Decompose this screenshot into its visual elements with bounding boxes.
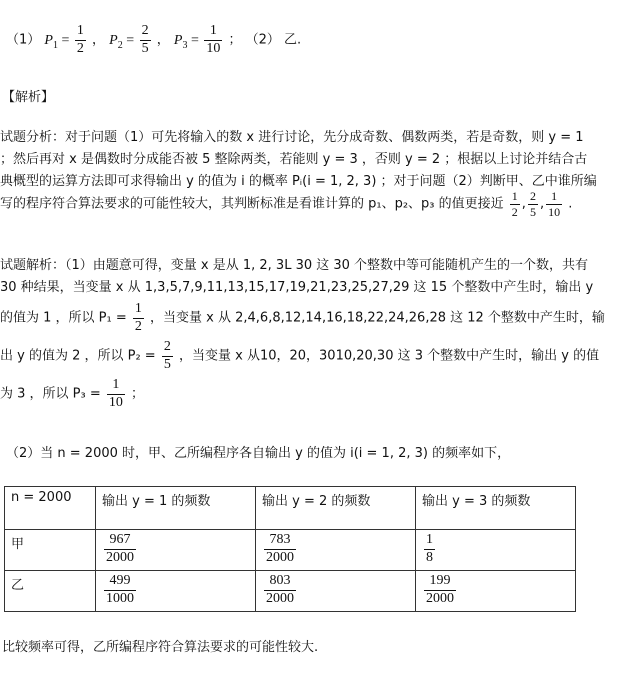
yi-y1-freq: $\frac{499}{1000}$ (106, 573, 134, 606)
yi-y2-freq: $\frac{803}{2000}$ (266, 573, 294, 606)
jia-y3-freq: $\frac{1}{8}$ (426, 532, 433, 565)
solution-p2-fraction: $\frac{2}{5}$ (163, 339, 171, 372)
frequency-table (4, 486, 576, 612)
frac-2-5: $\frac{2}{5}$ (529, 189, 536, 219)
analysis-title: 【解析】 (2, 90, 55, 105)
solution-p1-fraction: $\frac{1}{2}$ (134, 301, 142, 334)
solution-line-3: 的值为 1 ，所以 P₁ = $\frac{1}{2}$ ，当变量 x 从 2,4,6,8,12,14,16,18,22,24,26,28 这 12 个整数中产生时，输 (0, 301, 605, 334)
table-header-y1: 输出 y = 1 的频数 (96, 487, 256, 530)
part2-intro: （2）当 n = 2000 时，甲、乙所编程序各自输出 y 的值为 i(i = 1, 2, 3) 的频率如下， (6, 446, 511, 461)
analysis-line-1: 试题分析：对于问题（1）可先将输入的数 x 进行讨论，先分成奇数、偶数两类，若是奇数，则 y = 1 (0, 130, 584, 145)
analysis-line-3: 典概型的运算方法即可求得输出 y 的值为 i 的概率 Pᵢ(i = 1, 2, 3) ；对于问题（2）判断甲、乙中谁所编 (0, 174, 597, 189)
p3-fraction: $\frac{1}{10}$ (206, 23, 221, 56)
frac-1-2: $\frac{1}{2}$ (511, 189, 518, 219)
answer-line: （1） $P_1$ = $\frac{1}{2}$ ， $P_2$ = $\frac{2}{5}$ ， $P_3$ = $\frac{1}{10}$ ； （2） 乙. (6, 23, 302, 56)
jia-y2-freq: $\frac{783}{2000}$ (266, 532, 294, 565)
table-row (5, 571, 576, 612)
part1-label: （1） (6, 32, 41, 48)
part2-answer: 乙. (284, 32, 302, 48)
p2-fraction: $\frac{2}{5}$ (141, 23, 149, 56)
frac-1-10: $\frac{1}{10}$ (548, 189, 561, 219)
analysis-line-2: ；然后再对 x 是偶数时分成能否被 5 整除两类，若能则 y = 3 ，否则 y = 2 ；根据以上讨论并结合古 (0, 152, 588, 167)
jia-y1-freq: $\frac{967}{2000}$ (106, 532, 134, 565)
table-header-n: n = 2000 (5, 487, 96, 530)
table-row (5, 530, 576, 571)
p1-fraction: $\frac{1}{2}$ (76, 23, 84, 56)
part2-label: （2） (245, 32, 280, 48)
solution-line-1: 试题解析：（1）由题意可得，变量 x 是从 1, 2, 3L 30 这 30 个整数中等可能随机产生的一个数，共有 (0, 258, 589, 273)
solution-p3-fraction: $\frac{1}{10}$ (108, 377, 123, 410)
analysis-line-4: 写的程序符合算法要求的可能性较大，其判断标准是看谁计算的 p₁、p₂、p₃ 的值更接近 $\frac{1}{2}$ , $\frac{2}{5}$ , $\frac{1}{10}$ . (0, 189, 573, 219)
conclusion: 比较频率可得，乙所编程序符合算法要求的可能性较大. (2, 640, 319, 655)
yi-y3-freq: $\frac{199}{2000}$ (426, 573, 454, 606)
row-label-yi: 乙 (5, 571, 96, 612)
table-header-y2: 输出 y = 2 的频数 (256, 487, 416, 530)
solution-line-4: 出 y 的值为 2 ，所以 P₂ = $\frac{2}{5}$ ，当变量 x 从10，20，3010,20,30 这 3 个整数中产生时，输出 y 的值 (0, 339, 600, 372)
row-label-jia: 甲 (5, 530, 96, 571)
solution-line-5: 为 3 ，所以 P₃ = $\frac{1}{10}$ ； (0, 377, 145, 410)
table-header-y3: 输出 y = 3 的频数 (416, 487, 576, 530)
solution-line-2: 30 种结果，当变量 x 从 1,3,5,7,9,11,13,15,17,19,21,23,25,27,29 这 15 个整数中产生时，输出 y (0, 280, 594, 295)
